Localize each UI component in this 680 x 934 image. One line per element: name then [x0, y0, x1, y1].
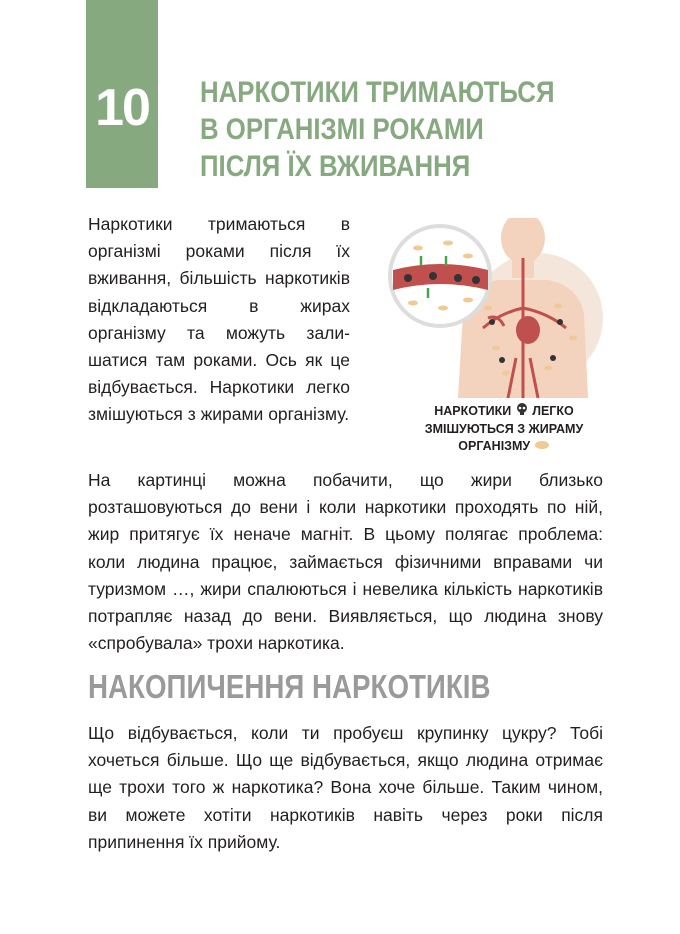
title-line: В ОРГАНІЗМІ РОКАМИ	[200, 113, 484, 146]
explanation-paragraph: На картинці можна побачити, що жири близько розташовуються до вени і коли наркотики проходять по ній, жир притягує їх неначе магніт. В цьому полягає проблема: коли людина працює, займається фізичними вправами чи туризмом …, жири спалюються і невелика кількість наркотиків потрапляє назад до вени. Виявляється, що людина знову «спробувала» трохи наркотика.	[88, 470, 603, 654]
illustration-caption	[404, 402, 604, 455]
magnified-vein-view	[390, 226, 490, 326]
caption-line2: ЗМІШУЮТЬСЯ З ЖИРАМУ	[424, 422, 584, 436]
skull-icon	[515, 402, 529, 421]
intro-paragraph: Наркотики тримаються в організмі роками після їх вживання, більшість наркотиків відкладаються в жирах організму та можуть залишатися там роками. Ось як це відбувається. Наркотики легко змішуються з жирами організму.	[88, 214, 350, 425]
title-line: НАРКОТИКИ ТРИМАЮТЬСЯ	[200, 76, 555, 109]
caption-line3: ОРГАНІЗМУ	[458, 439, 531, 453]
page-title	[200, 74, 561, 185]
section-heading: НАКОПИЧЕННЯ НАРКОТИКІВ	[88, 668, 491, 705]
fat-droplet-icon	[534, 438, 550, 455]
caption-easily: ЛЕГКО	[532, 403, 574, 418]
caption-drugs: НАРКОТИКИ	[434, 403, 512, 418]
chapter-number: 10	[95, 79, 149, 137]
accumulation-paragraph: Що відбувається, коли ти пробуєш крупинку цукру? Тобі хочеться більше. Що ще відбувається, якщо людина отримає ще трохи того ж наркотика? Вона хоче більше. Таким чином, ви можете хотіти наркотиків навіть через роки після припинення їх прийому.	[88, 723, 603, 852]
title-line: ПІСЛЯ ЇХ ВЖИВАННЯ	[200, 150, 471, 183]
heart	[516, 316, 540, 344]
body-fat-illustration	[388, 218, 608, 398]
chapter-number-block	[86, 0, 158, 188]
